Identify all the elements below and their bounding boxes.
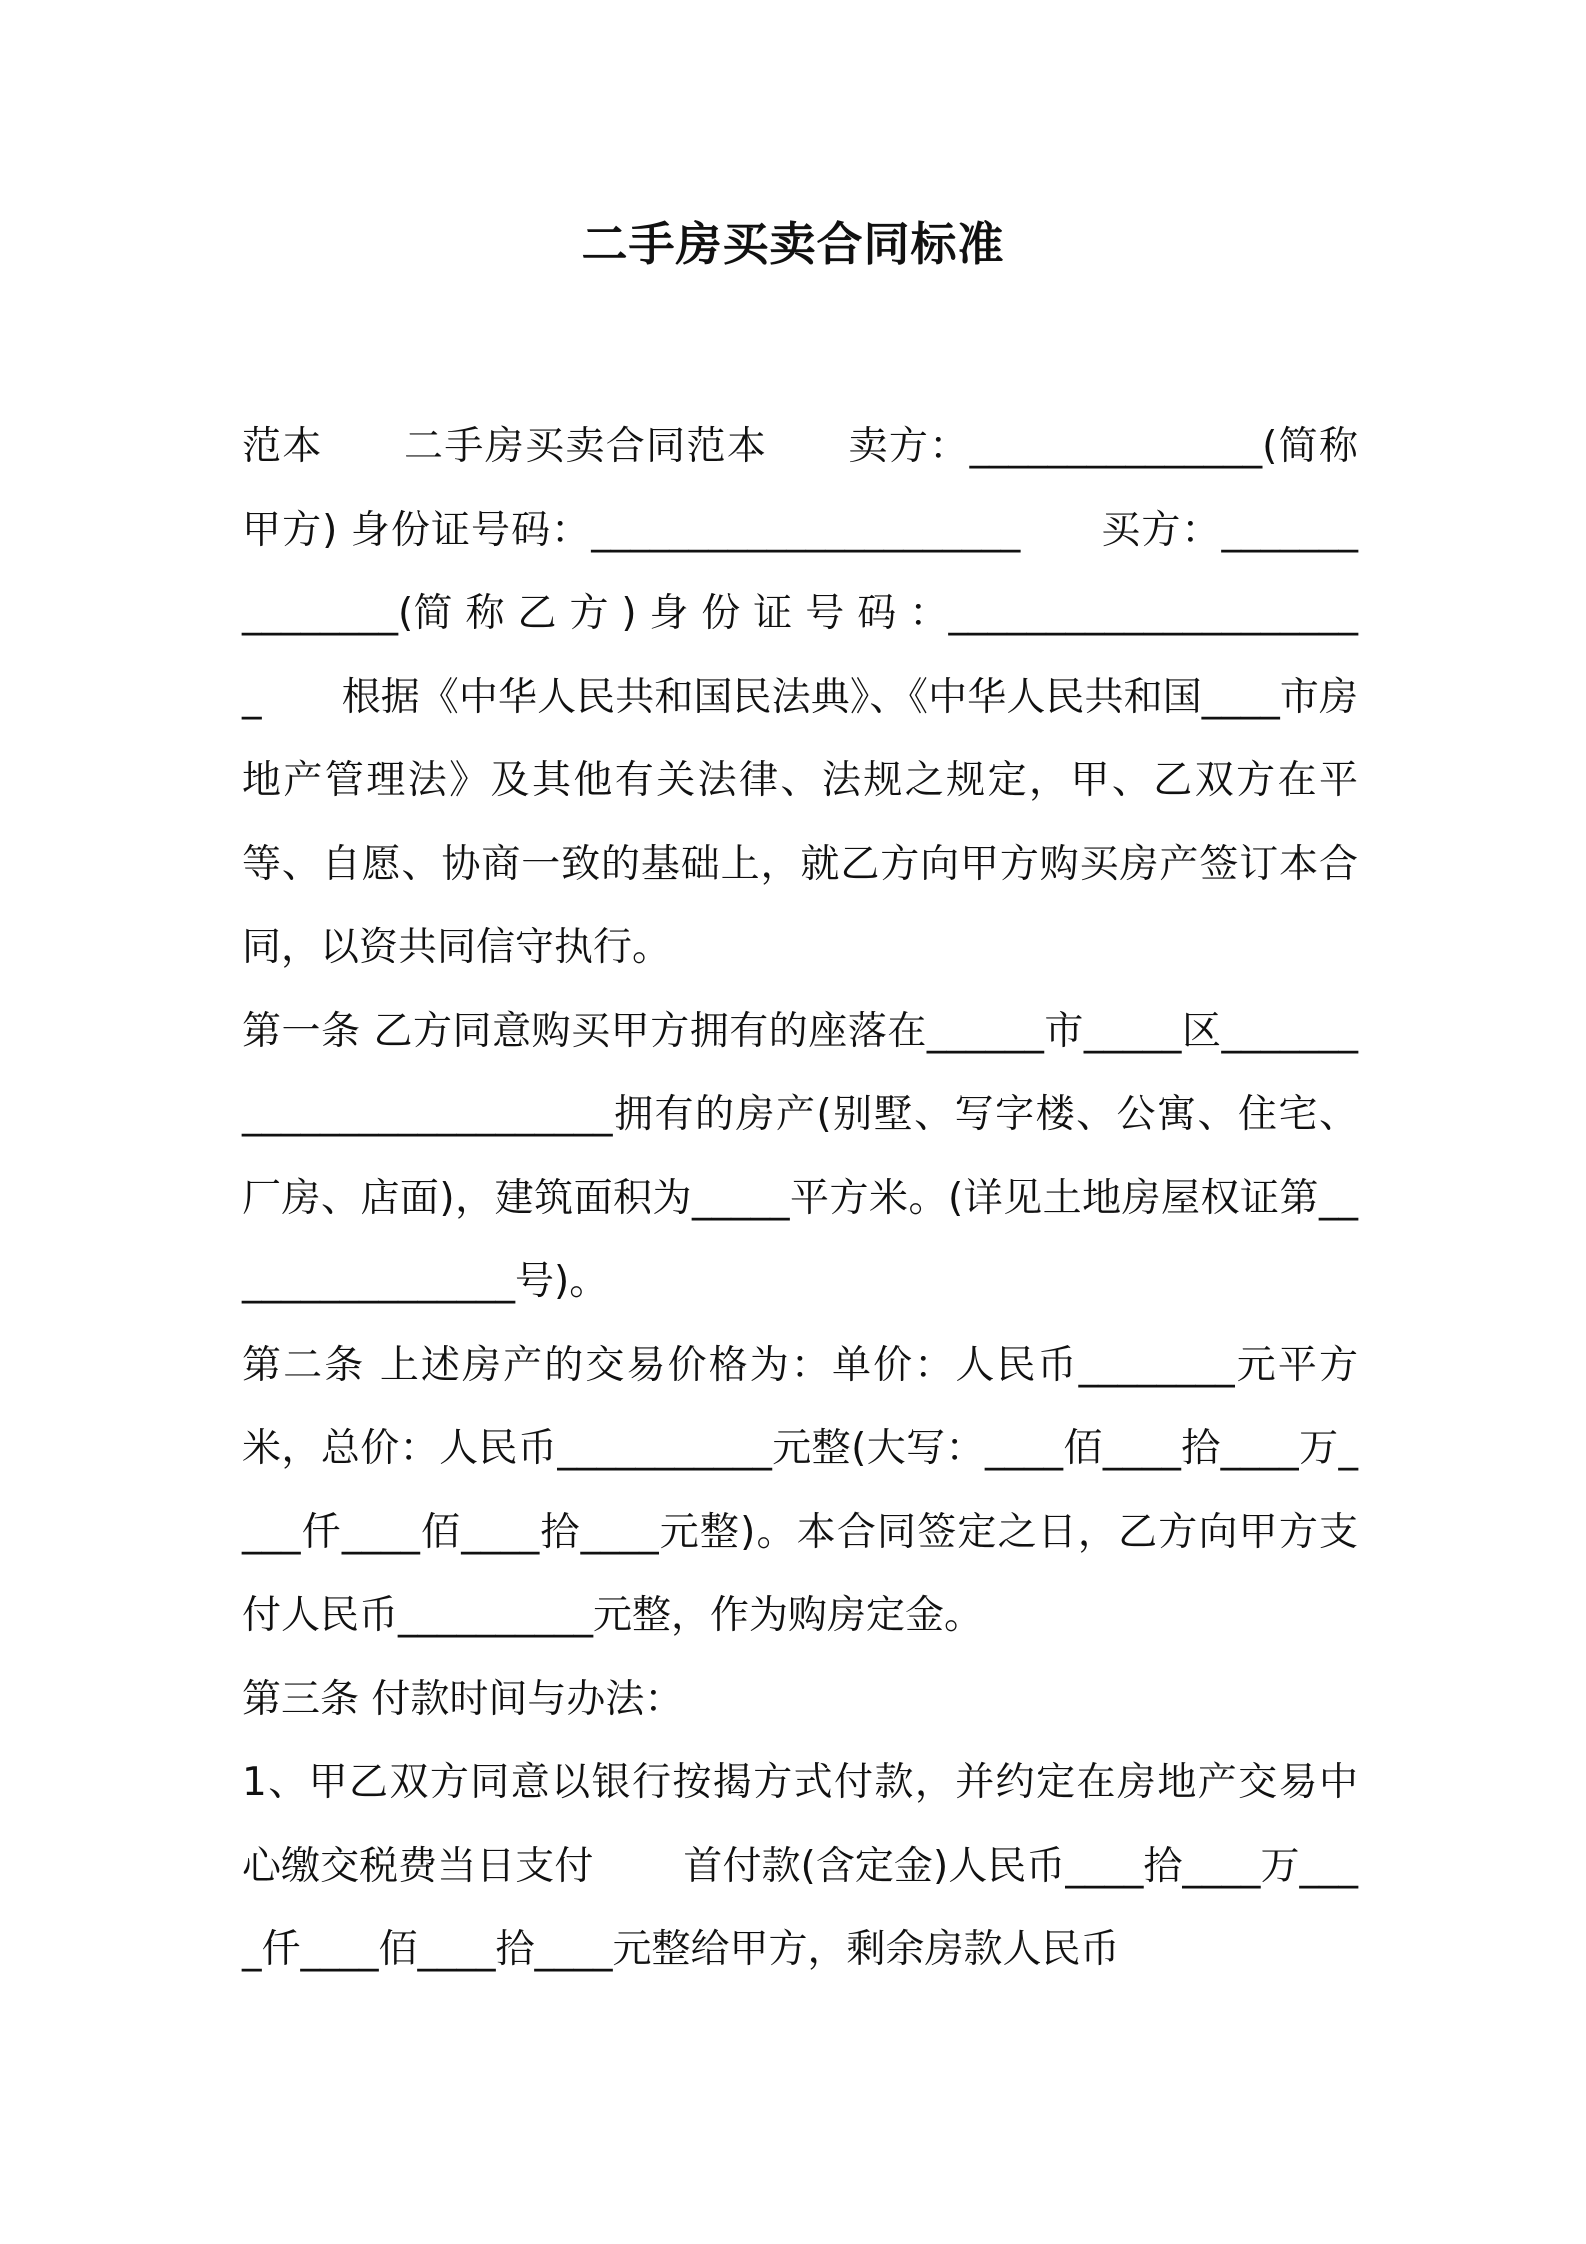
document-title: 二手房买卖合同标准 [581, 217, 1005, 271]
clause-1-part-a: 1、甲乙双方同意以银行按揭方式付款，并约定在房地产交易中心缴交税费当日支付 [242, 1760, 1358, 1889]
article-3-heading: 第三条 付款时间与办法： [242, 1676, 684, 1722]
legal-basis: 根据《中华人民共和国民法典》、《中华人民共和国____市房地产管理法》及其他有关法律、法规之规定，甲、乙双方在平等、自愿、协商一致的基础上，就乙方向甲方购买房产签订本合同，以资共同信守执行。 [242, 674, 1358, 970]
template-label: 范本 [242, 424, 323, 469]
preamble-paragraph [242, 405, 1358, 990]
article-1: 第一条 乙方同意购买甲方拥有的座落在______市_____区__________________________拥有的房产(别墅、写字楼、公寓、住宅、厂房、店面)，建筑面积为_____平方米。(详见土地房屋权证第________________号)。 [242, 1008, 1358, 1304]
document-body [242, 405, 1358, 1992]
article-2: 第二条 上述房产的交易价格为：单价：人民币________元平方米，总价：人民币___________元整(大写：____佰____拾____万____仟____佰____拾____元整)。本合同签定之日，乙方向甲方支付人民币__________元整，作为购房定金。 [242, 1342, 1358, 1638]
article-3-clause-1 [242, 1741, 1358, 1992]
seller-info: 卖方：_______________(简称甲方) 身份证号码：______________________ [242, 424, 1358, 553]
buyer-info: 买方：_______________(简 称 乙 方 ) 身 份 证 号 码 ：______________________ [242, 507, 1358, 720]
clause-1-part-b: 首付款(含定金)人民币____拾____万____仟____佰____拾____元整给甲方，剩余房款人民币 [242, 1843, 1358, 1972]
template-title: 二手房买卖合同范本 [402, 424, 768, 469]
